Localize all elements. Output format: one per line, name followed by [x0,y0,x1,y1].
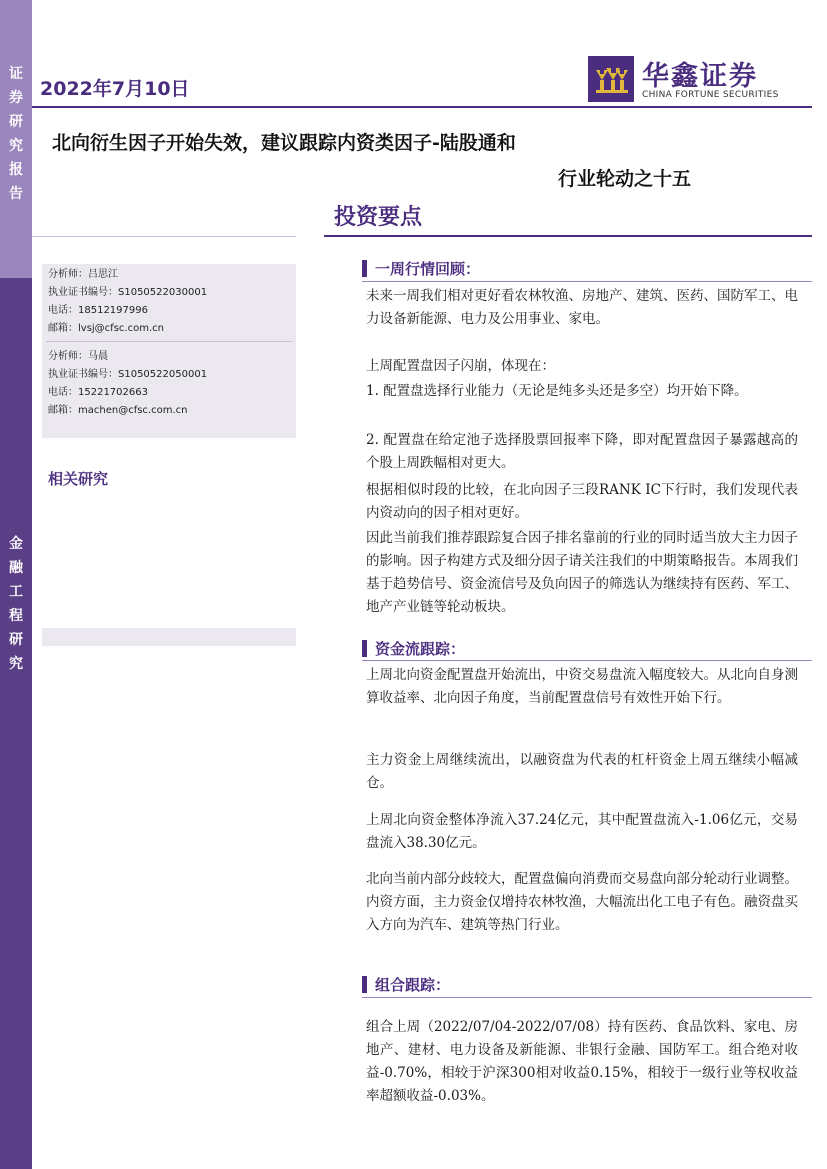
sidebar-char: 究 [9,138,23,154]
sidebar-char: 证 [9,66,23,82]
analyst-name: 分析师：吕思江 [48,269,118,280]
section-marker-icon [362,260,367,277]
header-divider [32,106,812,108]
capital-paragraph-3: 上周北向资金整体净流入37.24亿元，其中配置盘流入-1.06亿元，交易盘流入38.30亿元。 [366,812,798,851]
section-divider [362,997,812,998]
key-points-divider [324,235,812,237]
analyst-name: 分析师：马晨 [48,351,108,362]
company-logo [588,54,788,104]
section-heading-capital [362,638,465,659]
report-date: 2022年7月10日 [40,78,190,100]
weekly-paragraph-4: 2. 配置盘在给定池子选择股票回报率下降，即对配置盘因子暴露越高的个股上周跌幅相对更大。 [366,432,798,471]
sidebar-char: 告 [9,186,23,202]
weekly-paragraph-6: 因此当前我们推荐跟踪复合因子排名靠前的行业的同时适当放大主力因子的影响。因子构建方式及细分因子请关注我们的中期策略报告。本周我们基于趋势信号、资金流信号及负向因子的筛选认为继续持有医药、军工、地产产业链等轮动板块。 [366,530,798,615]
logo-chinese-name: 华鑫证券 [642,61,758,92]
weekly-paragraph-5: 根据相似时段的比较，在北向因子三段RANK IC下行时，我们发现代表内资动向的因子相对更好。 [366,482,798,521]
capital-paragraph-2: 主力资金上周继续流出，以融资盘为代表的杠杆资金上周五继续小幅减仓。 [366,752,798,791]
section-marker-icon [362,640,367,657]
portfolio-paragraph-1: 组合上周（2022/07/04-2022/07/08）持有医药、食品饮料、家电、房地产、建材、电力设备及新能源、非银行金融、国防军工。组合绝对收益-0.70%，相较于沪深300相对收益0.15%，相较于一级行业等权收益率超额收益-0.03%。 [366,1019,798,1104]
section-title: 一周行情回顾： [375,260,481,278]
analyst-card [42,346,296,420]
sidebar-category-label [0,532,32,676]
section-heading-weekly [362,258,480,279]
report-title-line2: 行业轮动之十五 [557,168,691,190]
analyst-panel [42,264,296,438]
key-points-heading: 投资要点 [334,204,423,230]
section-heading-portfolio [362,974,450,995]
section-divider [362,281,812,282]
sidebar-char: 程 [9,608,23,624]
logo-english-name: CHINA FORTUNE SECURITIES [642,90,779,100]
section-title: 资金流跟踪： [375,640,466,658]
capital-paragraph-4: 北向当前内部分歧较大，配置盘偏向消费而交易盘向部分轮动行业调整。内资方面，主力资金仅增持农林牧渔，大幅流出化工电子有色。融资盘买入方向为汽车、建筑等热门行业。 [366,871,798,933]
analyst-phone: 电话：18512197996 [48,305,148,316]
logo-emblem-icon [588,56,634,102]
analyst-phone: 电话：15221702663 [48,387,148,398]
analyst-cert: 执业证书编号：S1050522050001 [48,369,208,380]
analyst-email[interactable]: 邮箱：lvsj@cfsc.com.cn [48,323,164,334]
sidebar-char: 研 [9,114,23,130]
analyst-cert: 执业证书编号：S1050522030001 [48,287,208,298]
weekly-paragraph-3: 1. 配置盘选择行业能力（无论是纯多头还是多空）均开始下降。 [366,383,748,399]
sidebar-char: 报 [9,162,23,178]
related-research-heading: 相关研究 [48,470,109,488]
sidebar-char: 金 [9,536,23,552]
section-marker-icon [362,976,367,993]
section-divider [362,660,812,661]
capital-paragraph-1: 上周北向资金配置盘开始流出，中资交易盘流入幅度较大。从北向自身测算收益率、北向因子角度，当前配置盘信号有效性开始下行。 [366,667,798,706]
weekly-paragraph-2: 上周配置盘因子闪崩，体现在： [366,358,555,374]
sidebar-char: 工 [9,584,23,600]
sidebar-char: 究 [9,656,23,672]
report-title-line1: 北向衍生因子开始失效，建议跟踪内资类因子-陆股通和 [52,132,516,154]
sidebar-report-type-label [0,62,32,206]
left-column-divider [32,236,296,237]
related-research-footer-bar [42,628,296,646]
analyst-card [42,264,296,338]
analyst-separator [46,341,292,342]
analyst-email[interactable]: 邮箱：machen@cfsc.com.cn [48,405,188,416]
section-title: 组合跟踪： [375,976,451,994]
weekly-paragraph-1: 未来一周我们相对更好看农林牧渔、房地产、建筑、医药、国防军工、电力设备新能源、电力及公用事业、家电。 [366,288,798,327]
sidebar-char: 研 [9,632,23,648]
sidebar-char: 券 [9,90,23,106]
sidebar-char: 融 [9,560,23,576]
